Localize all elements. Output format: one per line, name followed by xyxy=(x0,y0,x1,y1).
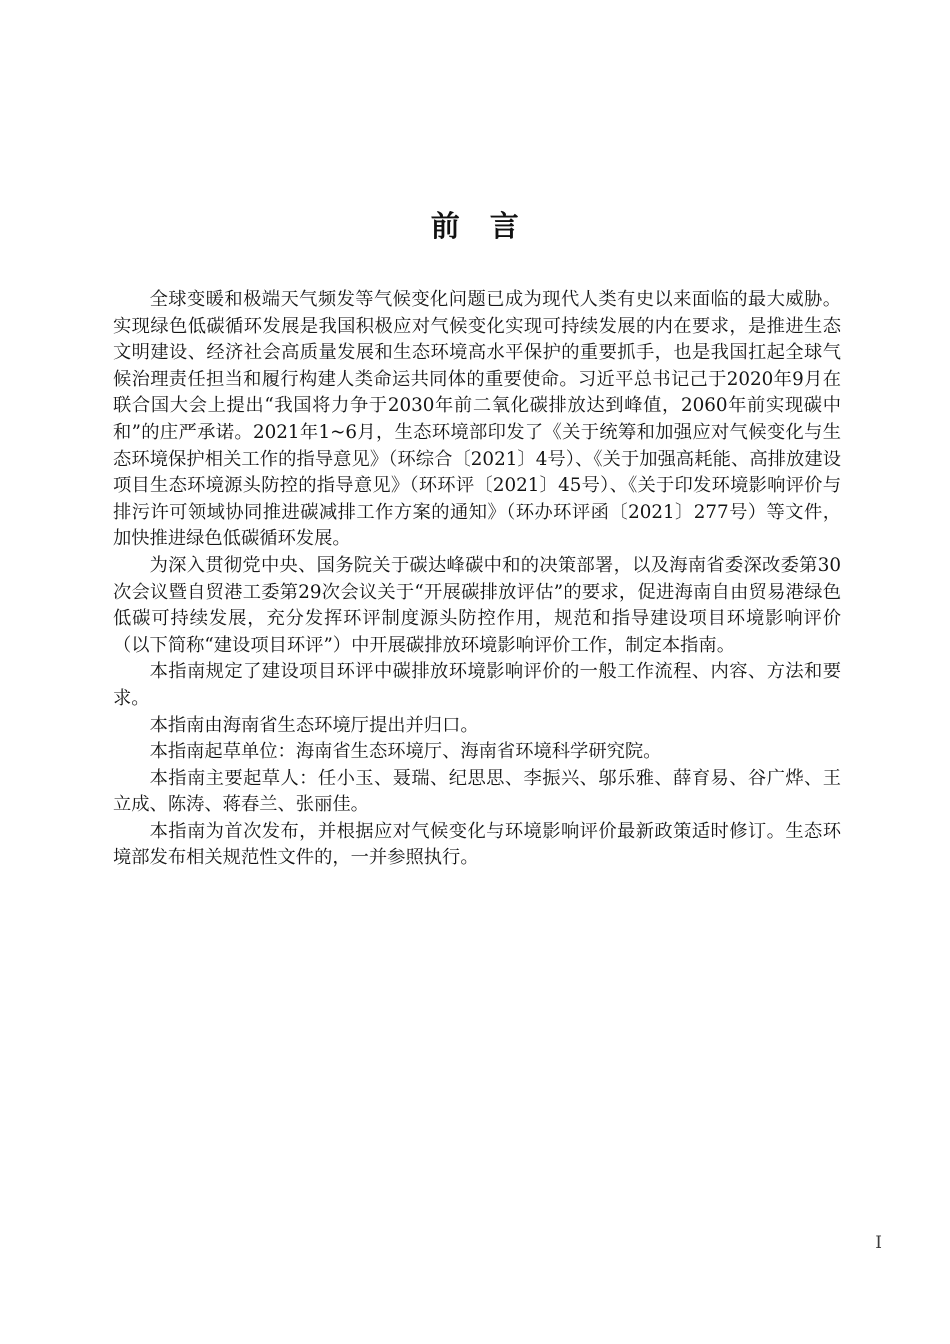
paragraph: 为深入贯彻党中央、国务院关于碳达峰碳中和的决策部署，以及海南省委深改委第30次会议暨自贸港工委第29次会议关于“开展碳排放评估”的要求，促进海南自由贸易港绿色低碳可持续发展，充分发挥环评制度源头防控作用，规范和指导建设项目环境影响评价（以下简称“建设项目环评”）中开展碳排放环境影响评价工作，制定本指南。 xyxy=(113,554,841,656)
document-body xyxy=(113,287,841,872)
paragraph: 本指南起草单位：海南省生态环境厅、海南省环境科学研究院。 xyxy=(149,741,662,763)
paragraph: 全球变暖和极端天气频发等气候变化问题已成为现代人类有史以来面临的最大威胁。实现绿色低碳循环发展是我国积极应对气候变化实现可持续发展的内在要求，是推进生态文明建设、经济社会高质量发展和生态环境高水平保护的重要抓手，也是我国扛起全球气候治理责任担当和履行构建人类命运共同体的重要使命。习近平总书记己于2020年9月在联合国大会上提出“我国将力争于2030年前二氧化碳排放达到峰值，2060年前实现碳中和”的庄严承诺。2021年1~6月，生态环境部印发了《关于统筹和加强应对气候变化与生态环境保护相关工作的指导意见》（环综合〔2021〕4号）、《关于加强高耗能、高排放建设项目生态环境源头防控的指导意见》（环环评〔2021〕45号）、《关于印发环境影响评价与排污许可领域协同推进碳减排工作方案的通知》（环办环评函〔2021〕277号）等文件，加快推进绿色低碳循环发展。 xyxy=(113,289,841,550)
paragraph: 本指南规定了建设项目环评中碳排放环境影响评价的一般工作流程、内容、方法和要求。 xyxy=(113,661,841,709)
paragraph: 本指南由海南省生态环境厅提出并归口。 xyxy=(149,714,479,736)
paragraph: 本指南主要起草人：任小玉、聂瑞、纪思思、李振兴、邬乐雅、薛育易、谷广烨、王立成、陈涛、蒋春兰、张丽佳。 xyxy=(113,767,841,816)
paragraph: 本指南为首次发布，并根据应对气候变化与环境影响评价最新政策适时修订。生态环境部发布相关规范性文件的，一并参照执行。 xyxy=(113,820,841,869)
page-title: 前 言 xyxy=(430,209,520,243)
page-number: I xyxy=(875,1233,882,1253)
